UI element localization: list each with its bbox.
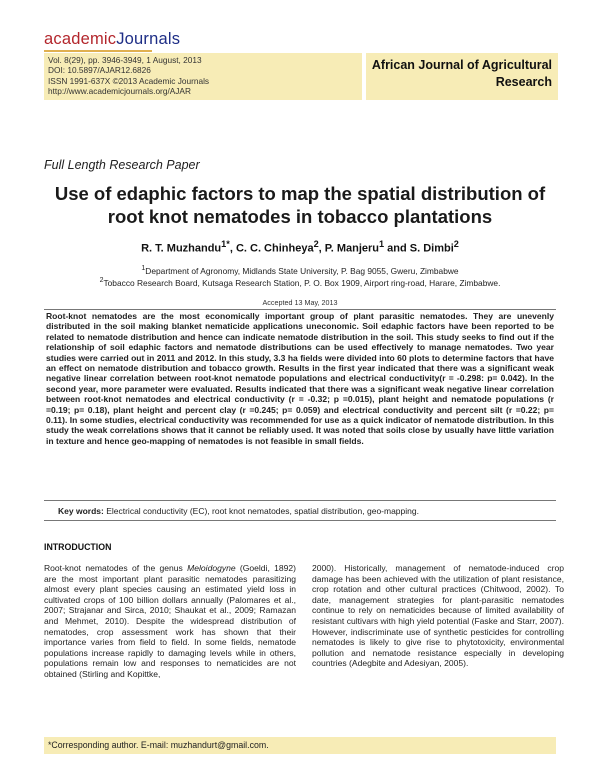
journal-meta-box — [44, 53, 362, 100]
doi-line: DOI: 10.5897/AJAR12.6826 — [48, 65, 151, 76]
affiliation-sup: 2 — [99, 277, 104, 284]
keywords — [58, 506, 419, 516]
author-name: P. Manjeru — [324, 242, 379, 255]
title-line1: Use of edaphic factors to map the spatial distribution of — [54, 183, 546, 204]
logo-text-journals: Journals — [116, 30, 181, 48]
title-line2: root knot nematodes in tobacco plantations — [107, 206, 493, 227]
genus-name: Meloidogyne — [187, 563, 236, 573]
paper-type: Full Length Research Paper — [44, 158, 200, 172]
author-name: C. C. Chinheya — [235, 242, 314, 255]
author-list — [30, 239, 570, 255]
abstract-text: Root-knot nematodes are the most economically important group of plant parasitic nematodes. They are unevenly distributed in the soil making blanket nematicide applications uneconomic. Soil edaphic factors have been reported to be related to nematode distribution and hence can indicate nematode distribution in the soil. This study seeks to find out if the relationship of soil edaphic factors and nematode distributions can be used effectively to manage nematodes. Two year studies were carried out in 2011 and 2012. In this study, 3.3 ha fields were divided into 60 plots to determine factors that have an effect on nematode distribution and tobacco growth. Results in the first year indicated that there was a significant weak negative linear correlation between root-knot nematode populations and electrical conductivity(r = -0.298: p= 0.042). In the second year, more parameter were evaluated. Results indicated that there was a significant weak negative linear correlation between root-knot nematodes and electrical conductivity (r = -0.32; p =0.015), plant height and nematode populations (r =0.19; p= 0.18), plant height and percent clay (r =0.245; p= 0.059) and electrical conductivity and percent silt (r =0.22; p= 0.11). In some studies, electrical conductivity was recommended for use as a quick indicator of nematode distribution. In this study the weak correlations shows that it cannot be reliably used. It was noted that soils close by usually have little variation in texture and hence geo-mapping of nematodes is not feasible in small fields. — [46, 311, 554, 446]
intro-left-column — [44, 563, 296, 680]
accepted-date: Accepted 13 May, 2013 — [262, 298, 338, 307]
author-sep: , — [318, 242, 325, 255]
author-sup: 2 — [453, 239, 459, 249]
author-sep: and — [384, 242, 410, 255]
publisher-logo — [44, 30, 180, 49]
intro-right-column: 2000). Historically, management of nematode-induced crop damage has been achieved with the utilization of plant resistance, crop rotation and other cultural practices (Chitwood, 2002). To date, management strategies for plant-parasitic nematodes continue to rely on nematicides because of limited availability of resistant cultivars with high yield potential (Faske and Starr, 2007). However, indiscriminate use of synthetic pesticides for controlling nematodes is likely to give rise to phytotoxicity, environmental pollution and nematode resistance especially in developing countries (Adegbite and Adesiyan, 2005). — [312, 563, 564, 669]
journal-url-link[interactable]: http://www.academicjournals.org/AJAR — [48, 86, 191, 97]
affiliation-1 — [30, 265, 570, 276]
author-name: R. T. Muzhandu — [141, 242, 222, 255]
keywords-label: Key words: — [58, 506, 104, 516]
journal-name-line1: African Journal of Agricultural — [371, 58, 552, 72]
keywords-bottom-rule — [44, 520, 556, 521]
logo-underline — [44, 50, 152, 52]
abstract-bottom-rule — [44, 500, 556, 501]
volume-line: Vol. 8(29), pp. 3946-3949, 1 August, 2013 — [48, 55, 202, 65]
logo-text-academic: academic — [44, 30, 117, 48]
paper-title — [30, 182, 570, 228]
journal-name-box — [366, 53, 558, 100]
corresponding-author-note: *Corresponding author. E-mail: muzhandurt@gmail.com. — [44, 737, 556, 754]
issn-line: ISSN 1991-637X ©2013 Academic Journals — [48, 75, 210, 86]
intro-text: Root-knot nematodes of the genus — [44, 563, 188, 573]
abstract-top-rule — [44, 309, 556, 310]
introduction-heading: INTRODUCTION — [44, 542, 112, 552]
author-sup: 1 — [379, 239, 385, 249]
affiliation-text: Tobacco Research Board, Kutsaga Research Station, P. O. Box 1909, Airport ring-road, Harare, Zimbabwe. — [103, 277, 501, 288]
affiliation-sup: 1 — [141, 265, 146, 272]
affiliation-2 — [30, 277, 570, 288]
keywords-text: Electrical conductivity (EC), root knot nematodes, spatial distribution, geo-mapping. — [106, 506, 419, 516]
intro-text: (Goeldi, 1892) are the most important plant parasitic nematodes parasitizing almost every plant species causing an estimated yield loss in cultivated crops of 100 billion dollars annually (Palomares et al., 2007; Strajanar and Sirca, 2010; Shaukat et al., 2009; Ramazan and Mehmet, 2010). Despite the widespread distribution of nematodes, crop assessment work has shown that their importance varies from field to field. In some fields, nematode populations increase rapidly to damaging levels while in others, populations remain low and responses to nematicides are not obtained (Stirling and Kopittke, — [44, 563, 296, 679]
author-sup: 2 — [313, 239, 319, 249]
author-sup: 1* — [221, 239, 230, 249]
author-name: S. Dimbi — [409, 242, 454, 255]
author-sep: , — [229, 242, 236, 255]
journal-name-line2: Research — [495, 75, 552, 89]
affiliation-text: Department of Agronomy, Midlands State University, P. Bag 9055, Gweru, Zimbabwe — [145, 265, 459, 276]
